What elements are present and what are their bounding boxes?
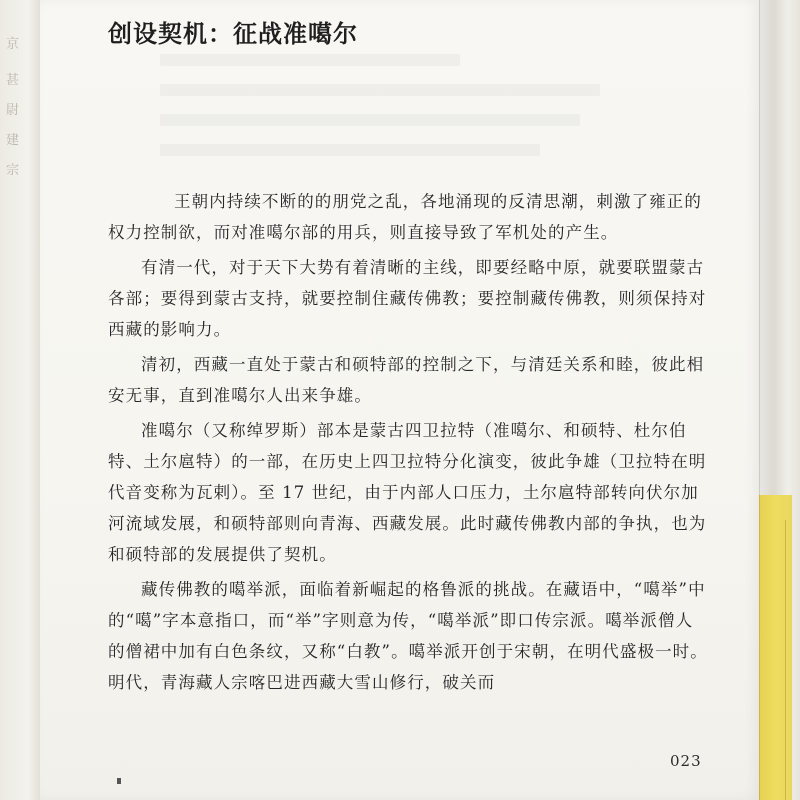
paragraph: 有清一代，对于天下大势有着清晰的主线，即要经略中原，就要联盟蒙古各部；要得到蒙古支持，就要控制住藏传佛教；要控制藏传佛教，则须保持对西藏的影响力。 <box>108 258 707 339</box>
paragraph: 王朝内持续不断的的朋党之乱，各地涌现的反清思潮，刺激了雍正的权力控制欲，而对准噶尔部的用兵，则直接导致了军机处的产生。 <box>108 192 702 242</box>
body-text <box>108 186 708 702</box>
paragraph: 准噶尔（又称绰罗斯）部本是蒙古四卫拉特（准噶尔、和硕特、杜尔伯特、土尔扈特）的一部，在历史上四卫拉特分化演变，彼此争雄（卫拉特在明代音变称为瓦剌）。至 17 世纪，由于内部人口压力，土尔扈特部转向伏尔加河流域发展，和硕特部则向青海、西藏发展。此时藏传佛教内部的争执，也为和硕特部的发展提供了契机。 <box>108 421 707 564</box>
left-page-glyph: 建 <box>6 133 20 148</box>
paragraph: 藏传佛教的噶举派，面临着新崛起的格鲁派的挑战。在藏语中，“噶举”中的“噶”字本意指口，而“举”字则意为传，“噶举派”即口传宗派。噶举派僧人的僧裙中加有白色条纹，又称“白教”。噶举派开创于宋朝，在明代盛极一时。明代，青海藏人宗喀巴进西藏大雪山修行，破关而 <box>108 580 708 692</box>
edge-line <box>785 520 786 800</box>
stacked-page-edges <box>759 0 800 800</box>
previous-page-edge <box>0 0 41 800</box>
section-title: 创设契机：征战准噶尔 <box>108 19 358 48</box>
show-through-line <box>160 114 580 126</box>
show-through-line <box>160 54 460 66</box>
show-through-line <box>160 84 600 96</box>
yellow-bookmark-edge <box>759 495 792 800</box>
book-page <box>40 0 760 800</box>
left-page-glyph: 甚 <box>6 73 20 88</box>
left-page-glyph: 尉 <box>6 103 20 118</box>
paragraph: 清初，西藏一直处于蒙古和硕特部的控制之下，与清廷关系和睦，彼此相安无事，直到准噶尔人出来争雄。 <box>108 355 705 405</box>
left-page-glyph: 宗 <box>6 163 20 178</box>
print-mark <box>117 778 121 784</box>
show-through-line <box>160 144 540 156</box>
left-page-glyph: 京 <box>6 37 20 52</box>
page-number: 023 <box>670 752 702 770</box>
